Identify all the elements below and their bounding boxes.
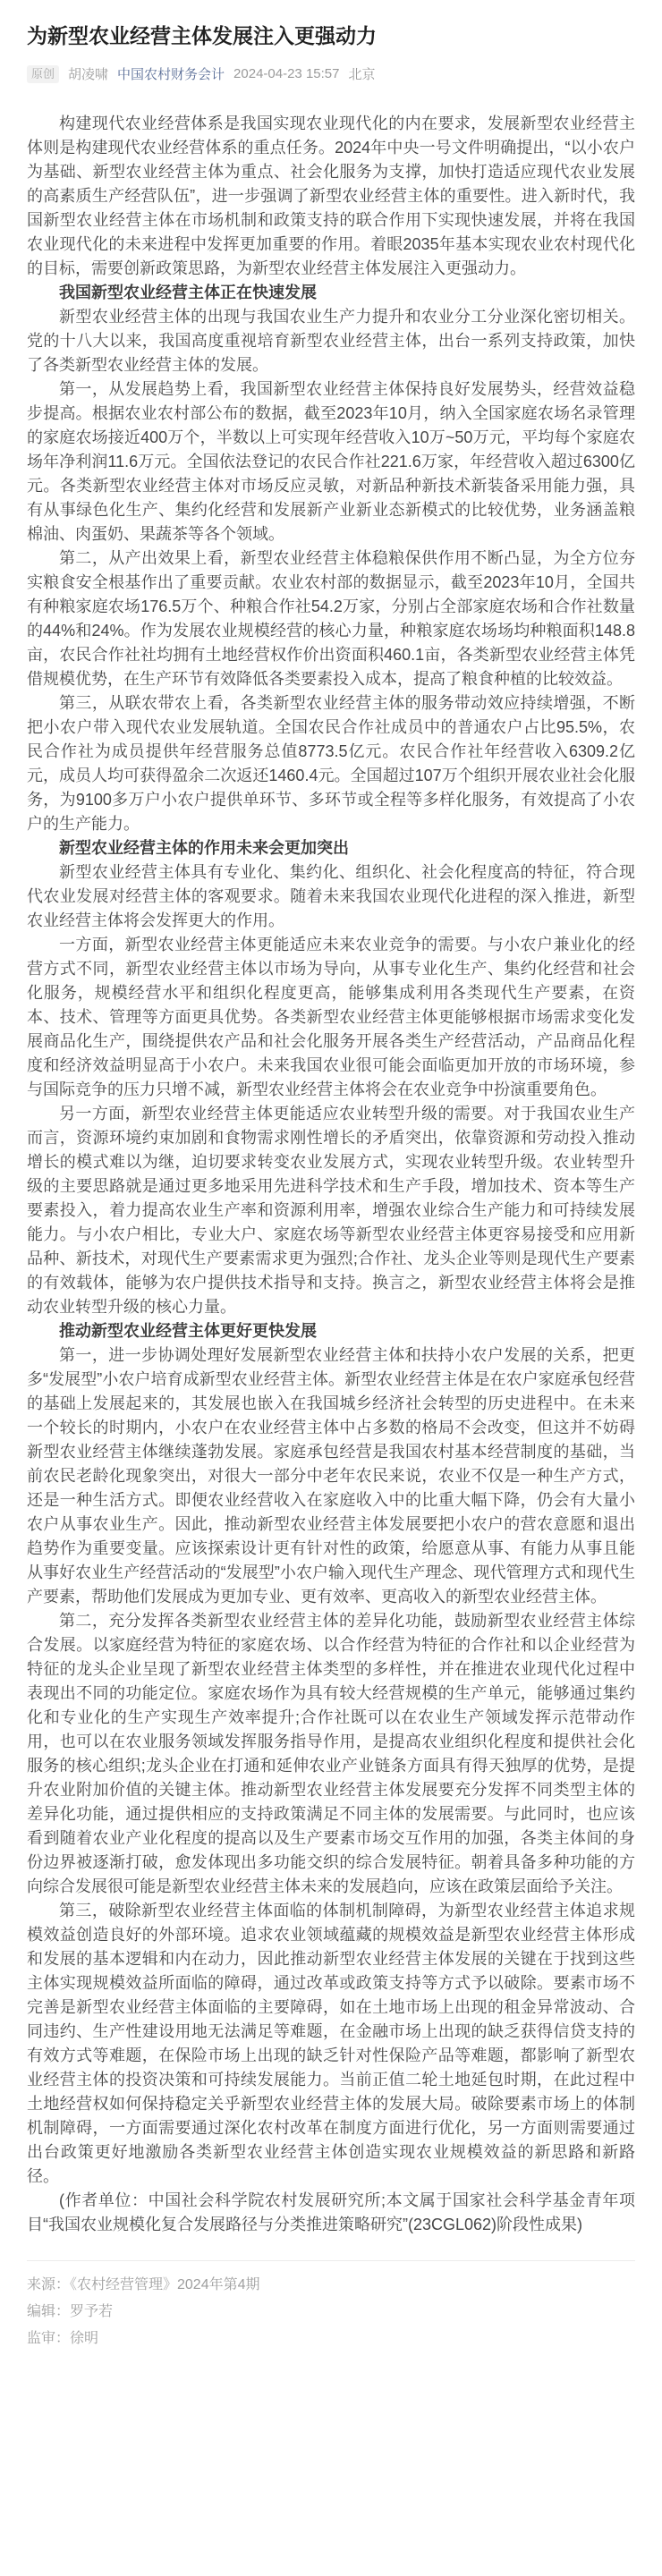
article-paragraph: 第二，充分发挥各类新型农业经营主体的差异化功能，鼓励新型农业经营主体综合发展。以家庭经营为特征的家庭农场、以合作经营为特征的合作社和以企业经营为特征的龙头企业呈现了新型农业经营主体类型的多样性，并在推进农业现代化过程中表现出不同的功能定位。家庭农场作为具有较大经营规模的生产单元，能够通过集约化和专业化的生产实现生产效率提升;合作社既可以在农业生产领域发挥示范带动作用，也可以在农业服务领域发挥服务指导作用，是提高农业组织化程度和提供社会化服务的核心组织;龙头企业在打通和延伸农业产业链条方面具有得天独厚的优势，是提升农业附加价值的关键主体。推动新型农业经营主体发展要充分发挥不同类型主体的差异化功能，通过提供相应的支持政策满足不同主体的发展需要。与此同时，也应该看到随着农业产业化程度的提高以及生产要素市场交互作用的加强，各类主体间的身份边界被逐渐打破，愈发体现出多功能交织的综合发展特征。朝着具备多种功能的方向综合发展很可能是新型农业经营主体未来的发展趋向，应该在政策层面给予关注。 <box>27 1612 635 1896</box>
article-paragraph: 第一，从发展趋势上看，我国新型农业经营主体保持良好发展势头，经营效益稳步提高。根据农业农村部公布的数据，截至2023年10月，纳入全国家庭农场名录管理的家庭农场接近400万个，半数以上可实现年经营收入10万~50万元，平均每个家庭农场年净利润11.6万元。全国依法登记的农民合作社221.6万家，年经营收入超过6300亿元。各类新型农业经营主体对市场反应灵敏，对新品种新技术新装备采用能力强，具有从事绿色化生产、集约化经营和发展新产业新业态新模式的比较优势，业务涵盖粮棉油、肉蛋奶、果蔬茶等各个领域。 <box>27 380 635 544</box>
account-name[interactable]: 中国农村财务会计 <box>117 67 225 83</box>
article-paragraph: 一方面，新型农业经营主体更能适应未来农业竞争的需要。与小农户兼业化的经营方式不同，新型农业经营主体以市场为导向，从事专业化生产、集约化经营和社会化服务，规模经营水平和组织化程度更高，能够集成利用各类现代生产要素，在资本、技术、管理等方面更具优势。各类新型农业经营主体更能够根据市场需求变化发展商品化生产，围绕提供农产品和社会化服务开展各类生产经营活动，产品商品化程度和经济效益明显高于小农户。未来我国农业很可能会面临更加开放的市场环境，参与国际竞争的压力只增不减，新型农业经营主体将会在农业竞争中扮演重要角色。 <box>27 936 635 1099</box>
article-paragraph: 新型农业经营主体的出现与我国农业生产力提升和农业分工分业深化密切相关。党的十八大以来，我国高度重视培育新型农业经营主体，出台一系列支持政策，加快了各类新型农业经营主体的发展。 <box>27 308 635 375</box>
editor-line: 编辑：罗予若 <box>27 2304 114 2320</box>
article-title: 为新型农业经营主体发展注入更强动力 <box>27 24 377 47</box>
publish-time: 2024-04-23 15:57 <box>233 66 340 82</box>
article-paragraph: 第一，进一步协调处理好发展新型农业经营主体和扶持小农户发展的关系，把更多“发展型”小农户培育成新型农业经营主体。新型农业经营主体是在农户家庭承包经营的基础上发展起来的，其发展也嵌入在我国城乡经济社会转型的历史进程中。在未来一个较长的时期内，小农户在农业经营主体中占多数的格局不会改变，但这并不妨碍新型农业经营主体继续蓬勃发展。家庭承包经营是我国农村基本经营制度的基础，当前农民老龄化现象突出，对很大一部分中老年农民来说，农业不仅是一种生产方式，还是一种生活方式。即便农业经营收入在家庭收入中的比重大幅下降，仍会有大量小农户从事农业生产。因此，推动新型农业经营主体发展要把小农户的营农意愿和退出趋势作为重要变量。应该探索设计更有针对性的政策，给愿意从事、有能力从事且能从事好农业生产经营活动的“发展型”小农户输入现代生产理念、现代管理方式和现代生产要素，帮助他们发展成为更加专业、更有效率、更高收入的新型农业经营主体。 <box>27 1346 635 1606</box>
author-affiliation-note: (作者单位：中国社会科学院农村发展研究所;本文属于国家社会科学基金青年项目“我国农业规模化复合发展路径与分类推进策略研究”(23CGL062)阶段性成果) <box>27 2191 635 2234</box>
byline <box>27 64 635 83</box>
original-badge: 原创 <box>27 65 59 83</box>
footer-divider <box>27 2260 635 2261</box>
source-line: 来源：《农村经营管理》2024年第4期 <box>27 2277 260 2293</box>
article-paragraph: 第二，从产出效果上看，新型农业经营主体稳粮保供作用不断凸显，为全方位夯实粮食安全根基作出了重要贡献。农业农村部的数据显示，截至2023年10月，全国共有种粮家庭农场176.5万个、种粮合作社54.2万家，分别占全部家庭农场和合作社数量的44%和24%。作为发展农业规模经营的核心力量，种粮家庭农场场均种粮面积148.8亩，农民合作社社均拥有土地经营权作价出资面积460.1亩，各类新型农业经营主体凭借规模优势，在生产环节有效降低各类要素投入成本，提高了粮食种植的比较效益。 <box>27 549 635 689</box>
section-heading-1: 我国新型农业经营主体正在快速发展 <box>59 284 317 302</box>
section-heading-3: 推动新型农业经营主体更好更快发展 <box>59 1322 317 1341</box>
reviewer-line: 监审：徐明 <box>27 2331 99 2347</box>
section-heading-2: 新型农业经营主体的作用未来会更加突出 <box>59 839 349 858</box>
article-paragraph-intro: 构建现代农业经营体系是我国实现农业现代化的内在要求，发展新型农业经营主体则是构建现代农业经营体系的重点任务。2024年中央一号文件明确提出，“以小农户为基础、新型农业经营主体为重点、社会化服务为支撑，加快打造适应现代农业发展的高素质生产经营队伍”，进一步强调了新型农业经营主体的重要性。进入新时代，我国新型农业经营主体在市场机制和政策支持的联合作用下实现快速发展，并将在我国农业现代化的未来进程中发挥更加重要的作用。着眼2035年基本实现农业农村现代化的目标，需要创新政策思路，为新型农业经营主体发展注入更强动力。 <box>27 114 635 278</box>
author-name: 胡凌啸 <box>68 67 109 83</box>
article-body <box>27 112 635 2237</box>
article-paragraph: 第三，破除新型农业经营主体面临的体制机制障碍，为新型农业经营主体追求规模效益创造良好的外部环境。追求农业领域蕴藏的规模效益是新型农业经营主体形成和发展的基本逻辑和内在动力，因此推动新型农业经营主体发展的关键在于找到这些主体实现规模效益所面临的障碍，通过改革或政策支持等方式予以破除。要素市场不完善是新型农业经营主体面临的主要障碍，如在土地市场上出现的租金异常波动、合同违约、生产性建设用地无法满足等难题，在金融市场上出现的缺乏获得信贷支持的有效方式等难题，在保险市场上出现的缺乏针对性保险产品等难题，都影响了新型农业经营主体的投资决策和可持续发展能力。当前正值二轮土地延包时期，在此过程中土地经营权如何保持稳定关乎新型农业经营主体的发展大局。破除要素市场上的体制机制障碍，一方面需要通过深化农村改革在制度方面进行优化，另一方面则需要通过出台政策更好地激励各类新型农业经营主体创造实现农业规模效益的新思路和新路径。 <box>27 1902 635 2186</box>
article-paragraph: 另一方面，新型农业经营主体更能适应农业转型升级的需要。对于我国农业生产而言，资源环境约束加剧和食物需求刚性增长的矛盾突出，依靠资源和劳动投入推动增长的模式难以为继，迫切要求转变农业发展方式，实现农业转型升级。农业转型升级的主要思路就是通过更多地采用先进科学技术和生产手段，增加技术、资本等生产要素投入，着力提高农业生产率和资源利用率，增强农业综合生产能力和可持续发展能力。与小农户相比，专业大户、家庭农场等新型农业经营主体更容易接受和应用新品种、新技术，对现代生产要素需求更为强烈;合作社、龙头企业等则是现代生产要素的有效载体，能够为农户提供技术指导和支持。换言之，新型农业经营主体将会是推动农业转型升级的核心力量。 <box>27 1105 635 1317</box>
article-paragraph: 第三，从联农带农上看，各类新型农业经营主体的服务带动效应持续增强，不断把小农户带入现代农业发展轨道。全国农民合作社成员中的普通农户占比95.5%，农民合作社为成员提供年经营服务总值8773.5亿元。农民合作社年经营收入6309.2亿元，成员人均可获得盈余二次返还1460.4元。全国超过107万个组织开展农业社会化服务，为9100多万户小农户提供单环节、多环节或全程等多样化服务，有效提高了小农户的生产能力。 <box>27 694 635 834</box>
publish-location: 北京 <box>348 67 376 83</box>
article-paragraph: 新型农业经营主体具有专业化、集约化、组织化、社会化程度高的特征，符合现代农业发展对经营主体的客观要求。随着未来我国农业现代化进程的深入推进，新型农业经营主体将会发挥更大的作用。 <box>27 863 635 930</box>
article-footer <box>27 2272 635 2352</box>
